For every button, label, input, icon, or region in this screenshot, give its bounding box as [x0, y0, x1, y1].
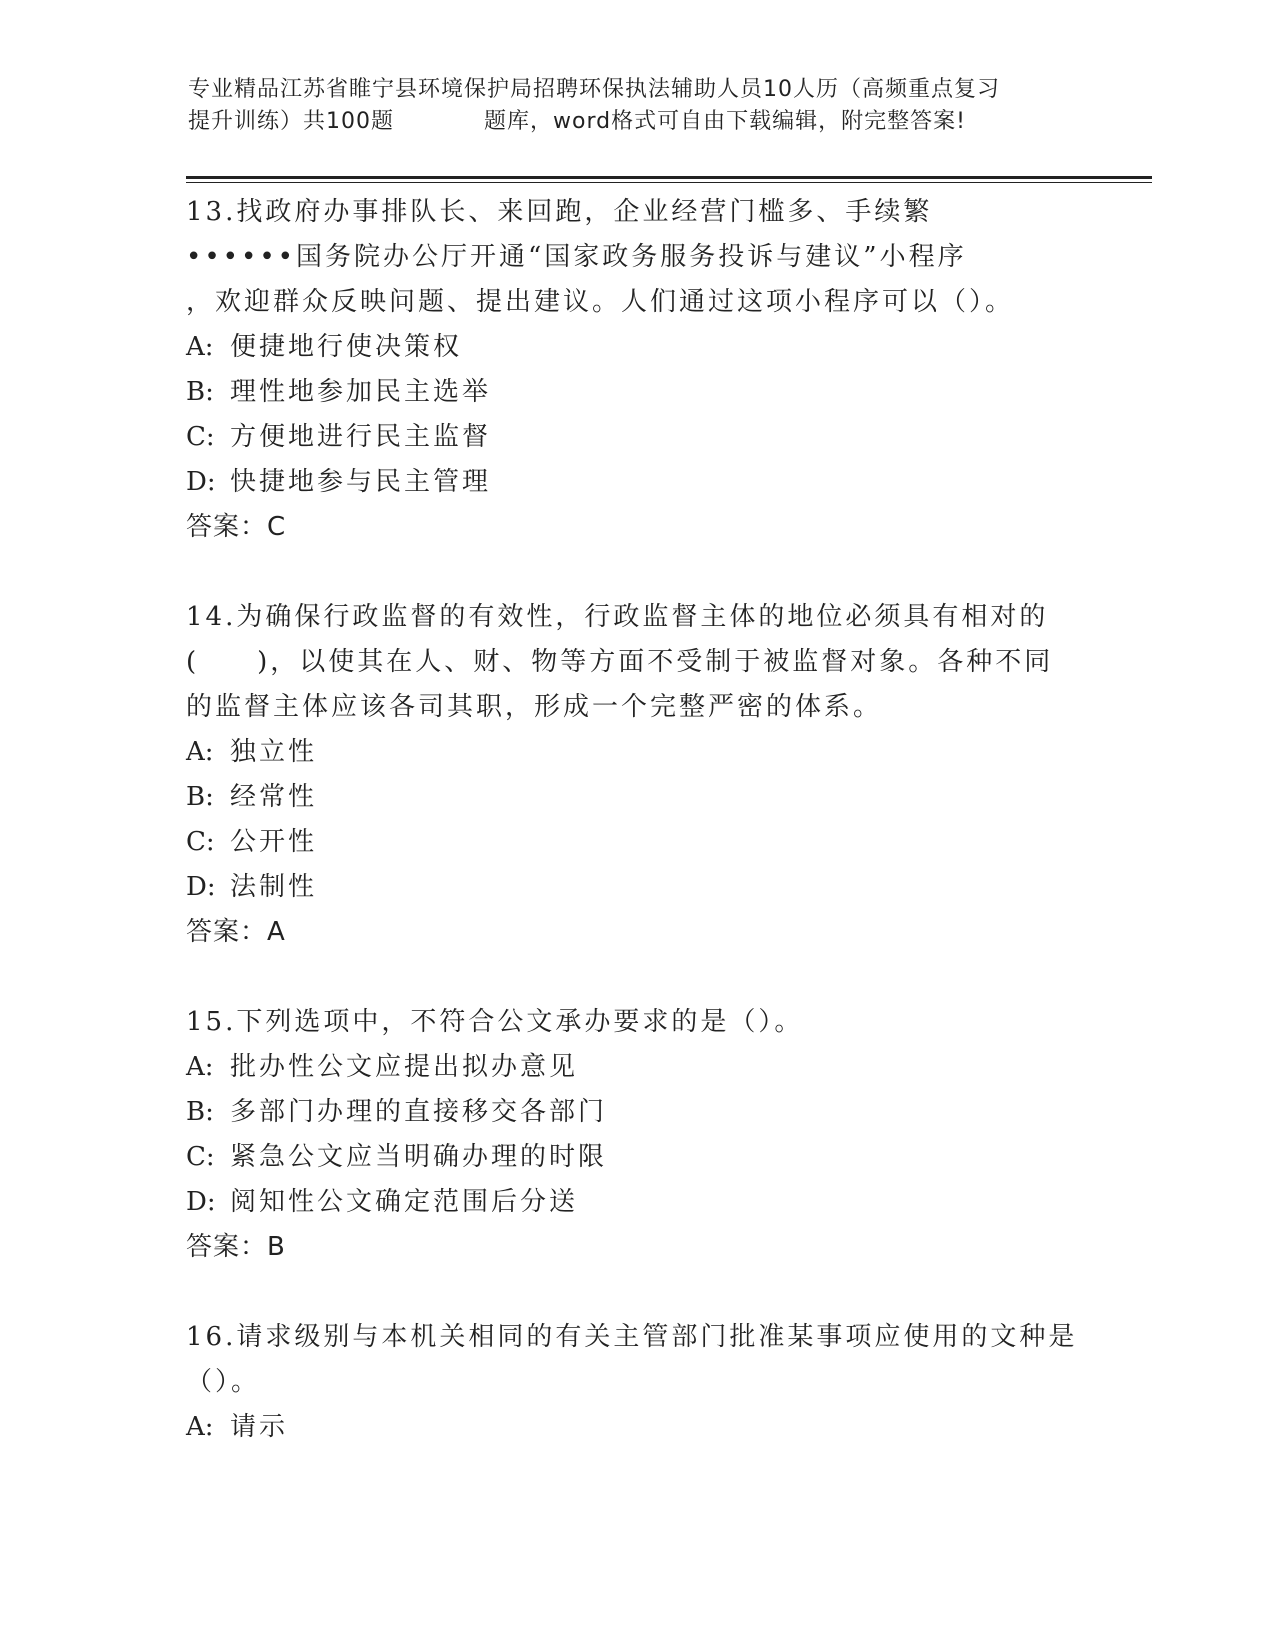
option-key: A: [186, 737, 214, 767]
option-text: 请示 [230, 1412, 289, 1442]
header-line-2 [188, 106, 1088, 138]
option-a [186, 1045, 1086, 1090]
question-text-line: （）。 [186, 1367, 261, 1397]
option-a [186, 1405, 1086, 1450]
option-key: B: [186, 377, 214, 407]
option-text: 独立性 [230, 737, 318, 767]
option-text: 理性地参加民主选举 [230, 377, 492, 407]
question-text-line: 的监督主体应该各司其职，形成一个完整严密的体系。 [186, 692, 883, 722]
option-d [186, 1180, 1086, 1225]
option-text: 快捷地参与民主管理 [230, 467, 492, 497]
question-16 [186, 1315, 1086, 1450]
question-text-line: ••••••国务院办公厅开通“国家政务服务投诉与建议”小程序 [186, 242, 967, 272]
option-key: B: [186, 1097, 214, 1127]
option-text: 紧急公文应当明确办理的时限 [230, 1142, 608, 1172]
question-text-line: 16.请求级别与本机关相同的有关主管部门批准某事项应使用的文种是 [186, 1322, 1078, 1352]
header-divider-thick [186, 176, 1152, 179]
option-text: 多部门办理的直接移交各部门 [230, 1097, 608, 1127]
option-key: C: [186, 827, 215, 857]
option-c [186, 1135, 1086, 1180]
option-d [186, 460, 1086, 505]
option-key: B: [186, 782, 214, 812]
question-text-line: 14.为确保行政监督的有效性，行政监督主体的地位必须具有相对的 [186, 602, 1049, 632]
option-key: A: [186, 332, 214, 362]
header-line-2-left: 提升训练）共100题 [188, 109, 394, 134]
question-text-line: ，欢迎群众反映问题、提出建议。人们通过这项小程序可以（）。 [186, 287, 1015, 317]
option-a [186, 730, 1086, 775]
question-text-line: ( )，以使其在人、财、物等方面不受制于被监督对象。各种不同 [186, 647, 1054, 677]
option-b [186, 775, 1086, 820]
answer-line: 答案：C [186, 512, 287, 542]
option-key: C: [186, 422, 215, 452]
option-text: 经常性 [230, 782, 318, 812]
option-text: 批办性公文应提出拟办意见 [230, 1052, 579, 1082]
option-d [186, 865, 1086, 910]
option-text: 阅知性公文确定范围后分送 [230, 1187, 579, 1217]
option-key: D: [186, 467, 216, 497]
option-text: 公开性 [230, 827, 318, 857]
option-text: 便捷地行使决策权 [230, 332, 463, 362]
option-c [186, 820, 1086, 865]
option-b [186, 1090, 1086, 1135]
answer-line: 答案：B [186, 1232, 286, 1262]
option-text: 方便地进行民主监督 [230, 422, 492, 452]
option-a [186, 325, 1086, 370]
option-text: 法制性 [230, 872, 318, 902]
header-divider-thin [186, 182, 1152, 183]
header-line-2-right: 题库，word格式可自由下载编辑，附完整答案! [484, 109, 966, 134]
option-b [186, 370, 1086, 415]
question-15 [186, 1000, 1086, 1270]
option-key: A: [186, 1052, 214, 1082]
option-key: D: [186, 872, 216, 902]
question-text-line: 15.下列选项中，不符合公文承办要求的是（）。 [186, 1007, 804, 1037]
option-key: C: [186, 1142, 215, 1172]
question-14 [186, 595, 1086, 955]
question-list [186, 190, 1086, 1450]
question-13 [186, 190, 1086, 550]
option-key: A: [186, 1412, 214, 1442]
answer-line: 答案：A [186, 917, 286, 947]
document-header [188, 74, 1088, 138]
option-key: D: [186, 1187, 216, 1217]
option-c [186, 415, 1086, 460]
question-text-line: 13.找政府办事排队长、来回跑，企业经营门槛多、手续繁 [186, 197, 933, 227]
header-line-1: 专业精品江苏省睢宁县环境保护局招聘环保执法辅助人员10人历（高频重点复习 [188, 77, 1000, 102]
